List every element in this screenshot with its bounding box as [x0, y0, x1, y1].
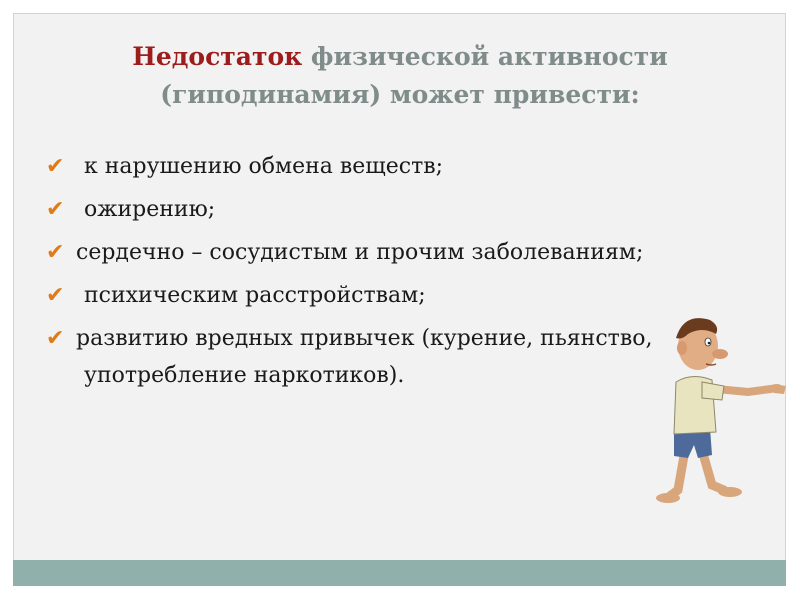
- checkmark-icon: ✔: [46, 283, 65, 308]
- list-item: [46, 191, 666, 228]
- checkmark-icon: ✔: [46, 154, 65, 179]
- bullet-text: ожирению;: [84, 197, 216, 222]
- title-accent: Недостаток: [132, 42, 303, 71]
- walking-cartoon-man-illustration: [640, 300, 790, 510]
- list-item: [46, 234, 666, 271]
- slide-title: [30, 38, 770, 114]
- bullet-list: [46, 148, 666, 400]
- checkmark-icon: ✔: [46, 240, 65, 265]
- list-item: [46, 148, 666, 185]
- list-item: [46, 277, 666, 314]
- bullet-text: развитию вредных привычек (курение, пьянство, употребление наркотиков).: [76, 326, 653, 388]
- title-rest: физической активности (гиподинамия) может привести:: [160, 42, 668, 109]
- bottom-bar: [13, 560, 786, 586]
- checkmark-icon: ✔: [46, 197, 65, 222]
- checkmark-icon: ✔: [46, 326, 65, 351]
- bullet-text: психическим расстройствам;: [84, 283, 426, 308]
- bullet-text: сердечно – сосудистым и прочим заболеваниям;: [76, 240, 644, 265]
- bullet-text: к нарушению обмена веществ;: [84, 154, 444, 179]
- list-item: [46, 320, 666, 394]
